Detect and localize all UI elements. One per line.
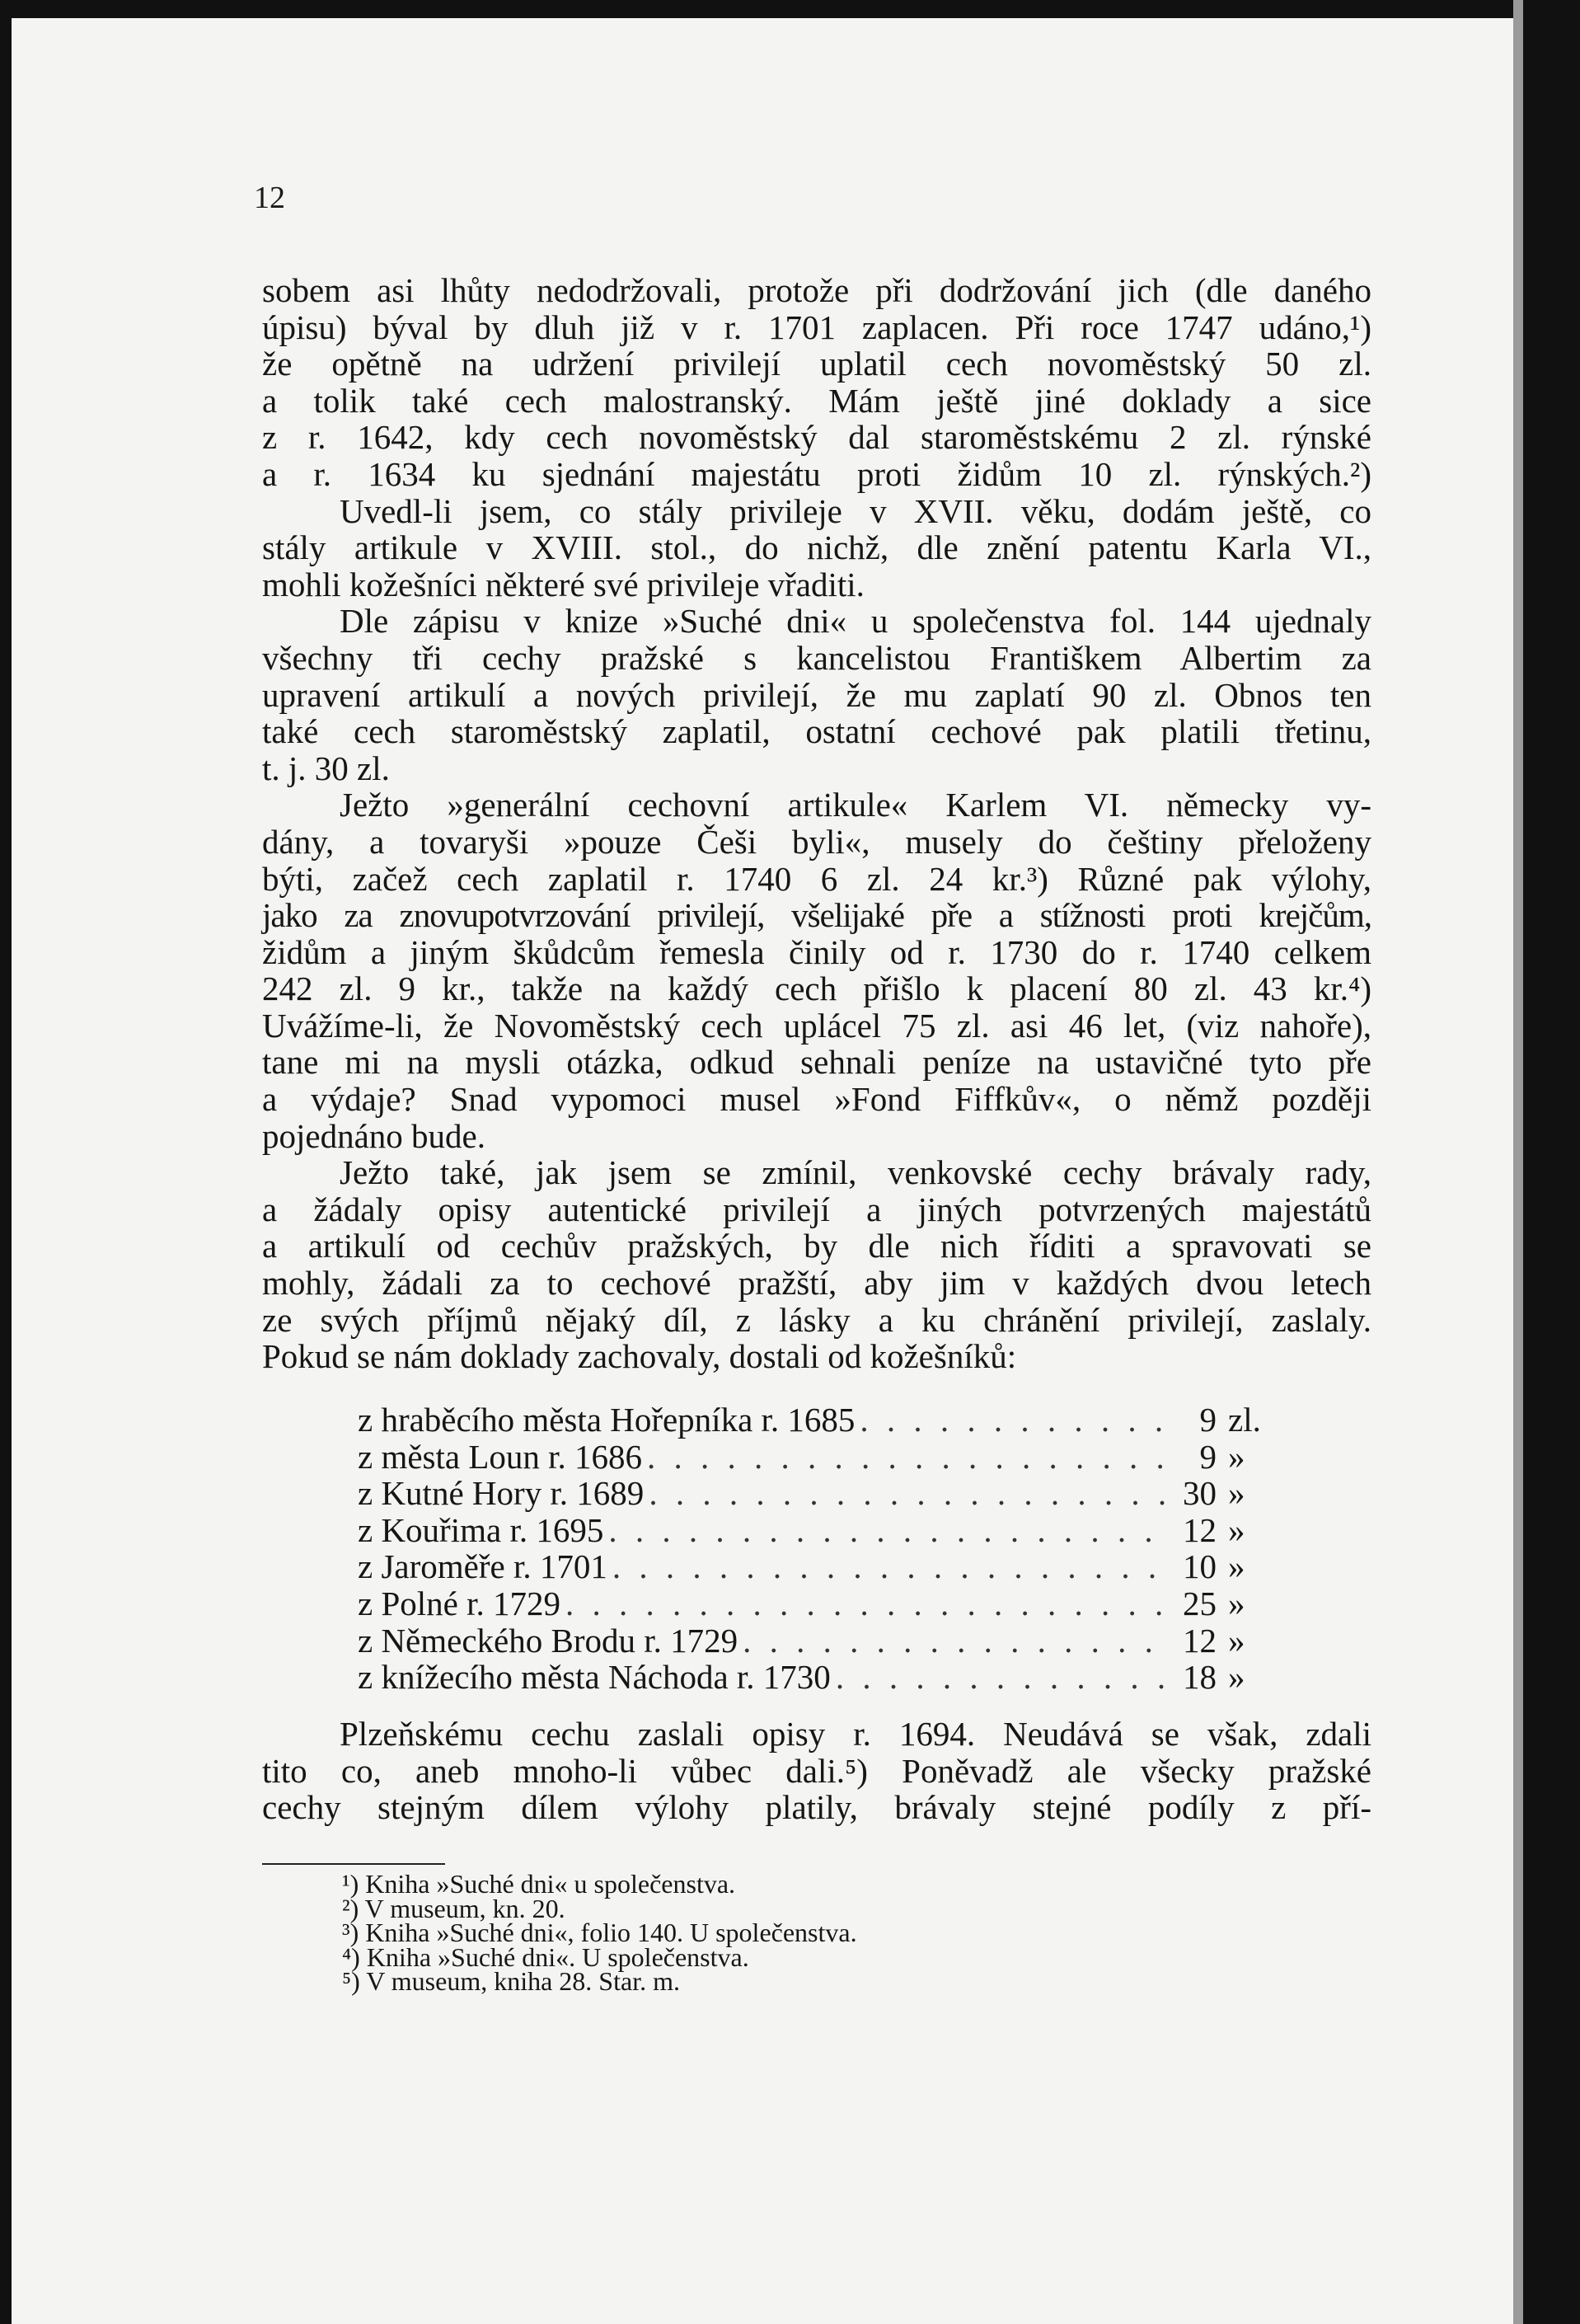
payment-amount: 25: [1183, 1584, 1217, 1622]
closing-paragraph: [262, 1716, 1371, 1826]
text-line: a artikulí od cechův pražských, by dle nich říditi a spravovati se: [262, 1227, 1371, 1265]
dot-leader: [738, 1622, 1167, 1660]
text-line: jako za znovupotvrzování privilejí, všelijaké pře a stížnosti proti krejčům,: [262, 896, 1371, 935]
text-line: všechny tři cechy pražské s kancelistou Františkem Albertim za: [262, 638, 1371, 677]
payment-unit: »: [1228, 1658, 1245, 1697]
footnote-rule: [262, 1863, 445, 1865]
dot-leader: [560, 1585, 1167, 1622]
payment-place: z města Loun r. 1686: [358, 1437, 643, 1476]
payment-place: z Kutné Hory r. 1689: [358, 1474, 645, 1513]
text-line: Uvážíme-li, že Novoměstský cech uplácel 75 zl. asi 46 let, (viz nahoře),: [262, 1006, 1371, 1045]
text-line: Dle zápisu v knize »Suché dni« u společenstva fol. 144 ujednaly: [340, 602, 1371, 641]
text-line: a r. 1634 ku sjednání majestátu proti židům 10 zl. rýnských.²): [262, 454, 1371, 493]
dot-leader: [855, 1401, 1167, 1439]
footnote-text: Kniha »Suché dni« u společenstva.: [365, 1869, 736, 1899]
text-line: Ježto »generální cechovní artikule« Karlem VI. německy vy-: [340, 786, 1371, 824]
text-line: Uvedl-li jsem, co stály privileje v XVII. věku, dodám ještě, co: [340, 491, 1371, 530]
text-line: úpisu) býval by dluh již v r. 1701 zaplacen. Při roce 1747 udáno,¹): [262, 308, 1371, 346]
payment-row: [358, 1622, 1281, 1660]
text-line: z r. 1642, kdy cech novoměstský dal staroměstskému 2 zl. rýnské: [262, 418, 1371, 457]
payment-amount: 9: [1199, 1437, 1217, 1476]
payment-list: [358, 1401, 1281, 1696]
text-line: stály artikule v XVIII. stol., do nichž, dle znění patentu Karla VI.,: [262, 528, 1371, 567]
text-line: Pokud se nám doklady zachovaly, dostali od kožešníků:: [262, 1337, 1017, 1376]
payment-row: [358, 1512, 1281, 1549]
payment-unit: »: [1228, 1621, 1245, 1660]
text-line: mohly, žádali za to cechové pražští, aby jim v každých dvou letech: [262, 1264, 1371, 1303]
footnote: [342, 1966, 857, 1996]
payment-unit: »: [1228, 1437, 1245, 1476]
footnote-mark: ²): [342, 1893, 359, 1923]
payment-amount: 12: [1183, 1510, 1217, 1549]
payment-row: [358, 1548, 1281, 1585]
footnote-text: V museum, kn. 20.: [364, 1893, 565, 1923]
payment-amount: 10: [1183, 1547, 1217, 1586]
payment-place: z Polné r. 1729: [358, 1584, 560, 1622]
payment-amount: 12: [1183, 1621, 1217, 1660]
text-line: tane mi na mysli otázka, odkud sehnali peníze na ustavičné tyto pře: [262, 1043, 1371, 1082]
payment-amount: 18: [1183, 1658, 1217, 1697]
payment-place: z Německého Brodu r. 1729: [358, 1621, 738, 1660]
footnote-mark: ⁵): [342, 1966, 360, 1996]
text-line: býti, začež cech zaplatil r. 1740 6 zl. 24 kr.³) Různé pak výlohy,: [262, 859, 1371, 898]
payment-unit: zl.: [1228, 1401, 1261, 1439]
text-line: Ježto také, jak jsem se zmínil, venkovské cechy brávaly rady,: [340, 1153, 1371, 1192]
payment-amount: 9: [1199, 1401, 1217, 1439]
text-line: také cech staroměstský zaplatil, ostatní cechové pak platili třetinu,: [262, 712, 1371, 751]
dot-leader: [642, 1439, 1167, 1476]
payment-place: z Jaroměře r. 1701: [358, 1547, 607, 1586]
body-text: [262, 272, 1371, 1375]
payment-row: [358, 1401, 1281, 1439]
text-line: a tolik také cech malostranský. Mám ještě jiné doklady a sice: [262, 381, 1371, 420]
payment-place: z knížecího města Náchoda r. 1730: [358, 1658, 831, 1697]
text-line: 242 zl. 9 kr., takže na každý cech přišlo k placení 80 zl. 43 kr.⁴): [262, 970, 1371, 1008]
footnote-mark: ³): [342, 1918, 359, 1947]
payment-row: [358, 1659, 1281, 1696]
payment-row: [358, 1475, 1281, 1512]
dot-leader: [603, 1512, 1167, 1549]
text-line: ze svých příjmů nějaký díl, z lásky a ku chránění privilejí, zaslaly.: [262, 1300, 1371, 1339]
payment-unit: »: [1228, 1510, 1245, 1549]
scan-border-left: [0, 0, 12, 2324]
text-line: že opětně na udržení privilejí uplatil cech novoměstský 50 zl.: [262, 345, 1371, 383]
dot-leader: [607, 1548, 1167, 1585]
text-line: dány, a tovaryši »pouze Češi byli«, musely do češtiny přeloženy: [262, 822, 1371, 861]
payment-unit: »: [1228, 1474, 1245, 1513]
footnote-text: Kniha »Suché dni«, folio 140. U společenstva.: [365, 1918, 857, 1947]
dot-leader: [831, 1659, 1167, 1696]
text-line: mohli kožešníci některé své privileje vřaditi.: [262, 565, 865, 603]
scan-border-top: [0, 0, 1580, 18]
dot-leader: [644, 1475, 1167, 1512]
footnotes: [342, 1869, 857, 1996]
payment-row: [358, 1585, 1281, 1622]
footnote-mark: ⁴): [342, 1941, 360, 1972]
text-line: cechy stejným dílem výlohy platily, brávaly stejné podíly z pří-: [262, 1788, 1371, 1827]
text-line: sobem asi lhůty nedodržovali, protože při dodržování jich (dle daného: [262, 271, 1371, 309]
payment-row: [358, 1439, 1281, 1476]
footnote-mark: ¹): [342, 1869, 359, 1899]
footnote-text: Kniha »Suché dni«. U společenstva.: [366, 1941, 749, 1972]
footnote-text: V museum, kniha 28. Star. m.: [366, 1966, 680, 1996]
text-line: tito co, aneb mnoho-li vůbec dali.⁵) Poněvadž ale všecky pražské: [262, 1751, 1371, 1790]
text-line: upravení artikulí a nových privilejí, že mu zaplatí 90 zl. Obnos ten: [262, 675, 1371, 714]
payment-unit: »: [1228, 1547, 1245, 1586]
payment-amount: 30: [1183, 1474, 1217, 1513]
text-line: a výdaje? Snad vypomoci musel »Fond Fiffkův«, o němž později: [262, 1080, 1371, 1119]
payment-unit: »: [1228, 1584, 1245, 1622]
text-line: Plzeňskému cechu zaslali opisy r. 1694. Neudává se však, zdali: [340, 1715, 1371, 1753]
scan-border-right: [1523, 0, 1580, 2324]
payment-place: z hraběcího města Hořepníka r. 1685: [358, 1401, 856, 1439]
text-line: t. j. 30 zl.: [262, 749, 390, 787]
payment-place: z Kouřima r. 1695: [358, 1510, 604, 1549]
page-number: 12: [254, 181, 285, 215]
text-line: a žádaly opisy autentické privilejí a jiných potvrzených majestátů: [262, 1190, 1371, 1228]
text-line: pojednáno bude.: [262, 1116, 485, 1155]
text-line: židům a jiným škůdcům řemesla činily od r. 1730 do r. 1740 celkem: [262, 932, 1371, 971]
